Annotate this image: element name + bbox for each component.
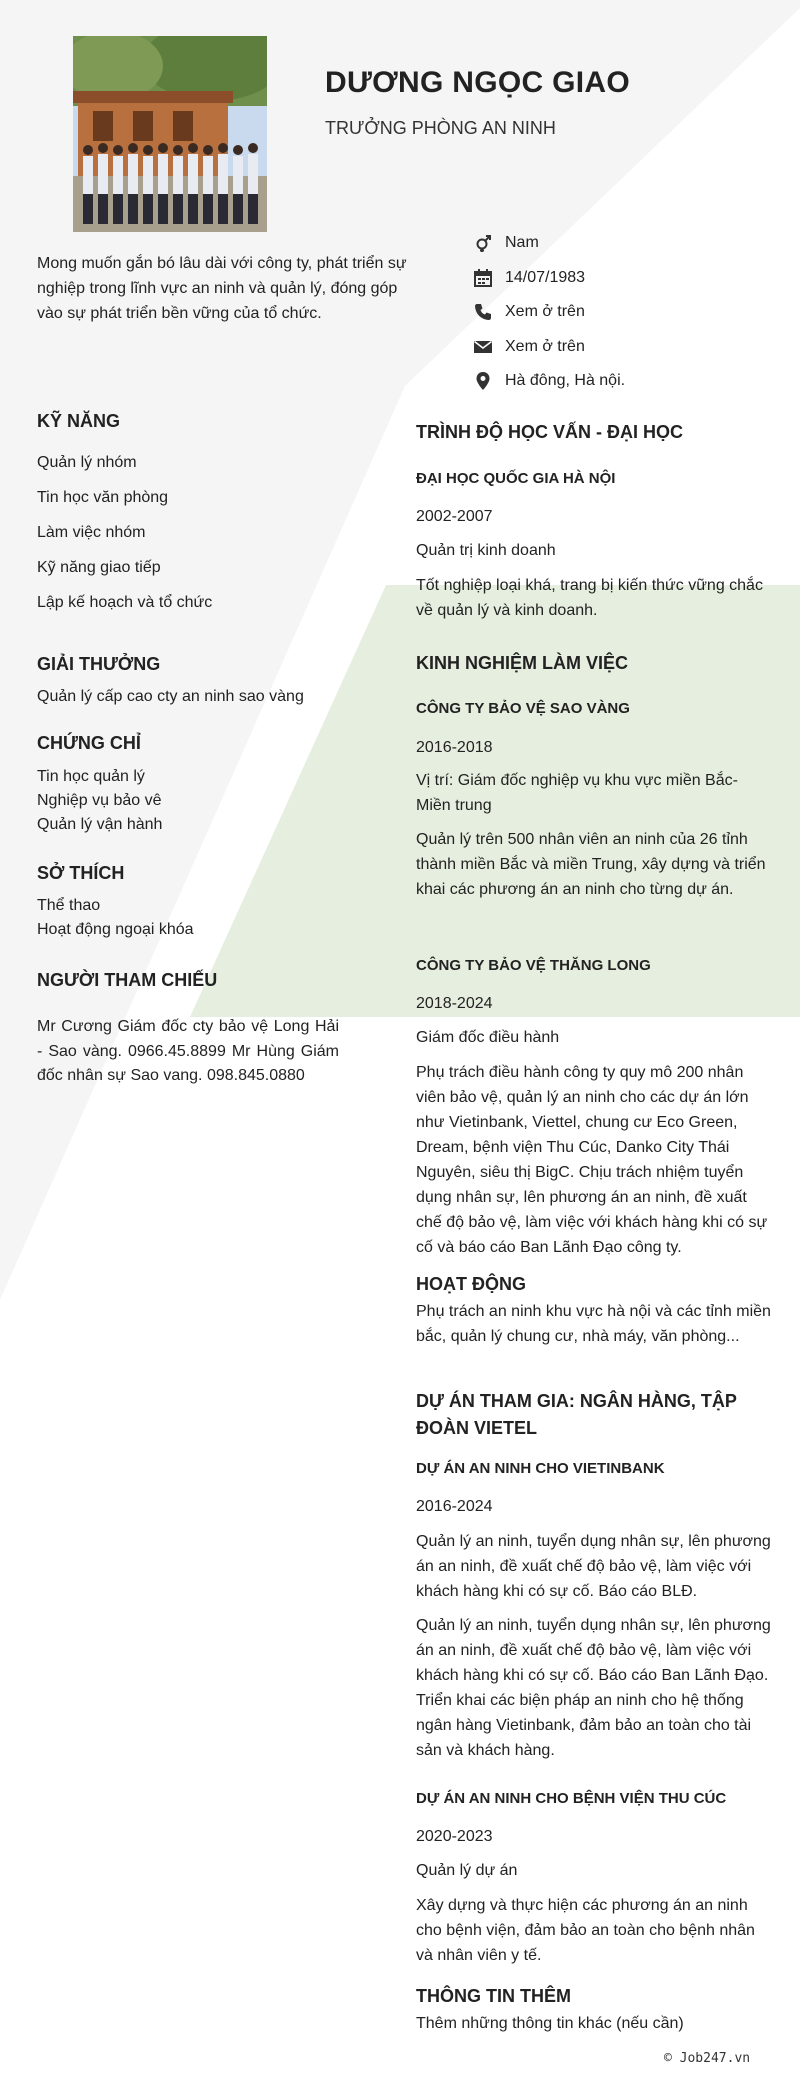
- gender-value: Nam: [505, 234, 539, 251]
- job-role: Vị trí: Giám đốc nghiệp vụ khu vực miền Bắc- Miền trung: [416, 772, 738, 814]
- project-description: Quản lý an ninh, tuyển dụng nhân sự, lên phương án an ninh, đề xuất chế độ bảo vệ, làm việc với khách hàng khi có sự cố. Báo cáo Ban Lãnh Đạo. Triển khai các biện pháp an ninh cho hệ thống ngân hàng Vietinbank, đảm bảo an toàn cho tài sản và khách hàng.: [416, 1617, 771, 1759]
- candidate-name: DƯƠNG NGỌC GIAO: [325, 66, 630, 99]
- contact-address: [472, 368, 772, 394]
- email-icon: [472, 336, 494, 358]
- certificates-list: [37, 765, 162, 837]
- activities-heading: HOẠT ĐỘNG: [416, 1274, 526, 1294]
- skills-list: [37, 445, 212, 620]
- project-period: 2016-2024: [416, 1498, 493, 1515]
- gender-icon: [472, 232, 494, 254]
- contact-birthday: [472, 265, 772, 291]
- certificates-heading: CHỨNG CHỈ: [37, 733, 141, 753]
- project-name: DỰ ÁN AN NINH CHO BỆNH VIỆN THU CÚC: [416, 1790, 727, 1807]
- hobby-item: Hoạt động ngoại khóa: [37, 921, 194, 938]
- birthday-value: 14/07/1983: [505, 268, 586, 286]
- more-info-text: Thêm những thông tin khác (nếu cần): [416, 2015, 684, 2032]
- project-period: 2020-2023: [416, 1828, 493, 1845]
- job-role: Giám đốc điều hành: [416, 1029, 560, 1046]
- skill-item: Làm việc nhóm: [37, 524, 146, 541]
- certificate-item: Quản lý vận hành: [37, 816, 163, 833]
- awards-heading: GIẢI THƯỞNG: [37, 654, 161, 674]
- contact-info: [472, 230, 772, 403]
- references-text: Mr Cương Giám đốc cty bảo vệ Long Hải - Sao vàng. 0966.45.8899 Mr Hùng Giám đốc nhân sự Sao vang. 098.845.0880: [37, 1018, 339, 1084]
- education-major: Quản trị kinh doanh: [416, 542, 556, 559]
- project-summary: Quản lý an ninh, tuyển dụng nhân sự, lên phương án an ninh, đề xuất chế độ bảo vệ, làm việc với khách hàng khi có sự cố. Báo cáo BLĐ.: [416, 1533, 771, 1600]
- contact-phone: [472, 299, 772, 325]
- job-company: CÔNG TY BẢO VỆ THĂNG LONG: [416, 957, 651, 974]
- activities-text: Phụ trách an ninh khu vực hà nội và các tỉnh miền bắc, quản lý chung cư, nhà máy, văn phòng...: [416, 1303, 771, 1345]
- education-period: 2002-2007: [416, 508, 493, 525]
- contact-gender: [472, 230, 772, 256]
- job-description: Quản lý trên 500 nhân viên an ninh của 26 tỉnh thành miền Bắc và miền Trung, xây dựng và triển khai các phương án an ninh cho từng dự án.: [416, 831, 766, 898]
- email-value: Xem ở trên: [505, 337, 585, 355]
- address-value: Hà đông, Hà nội.: [505, 372, 626, 389]
- location-pin-icon: [472, 370, 494, 392]
- candidate-position: TRƯỞNG PHÒNG AN NINH: [325, 118, 556, 138]
- skills-heading: KỸ NĂNG: [37, 411, 121, 431]
- skill-item: Tin học văn phòng: [37, 489, 169, 506]
- more-info-heading: THÔNG TIN THÊM: [416, 1986, 571, 2006]
- skill-item: Quản lý nhóm: [37, 454, 137, 471]
- awards-list: [37, 685, 304, 709]
- calendar-icon: [472, 267, 494, 289]
- project-name: DỰ ÁN AN NINH CHO VIETINBANK: [416, 1460, 665, 1477]
- skill-item: Lập kế hoạch và tổ chức: [37, 594, 213, 611]
- phone-value: Xem ở trên: [505, 303, 585, 320]
- contact-email: [472, 334, 772, 360]
- references-heading: NGƯỜI THAM CHIẾU: [37, 970, 218, 990]
- hobby-item: Thể thao: [37, 897, 101, 914]
- footer-credit: © Job247.vn: [664, 2051, 751, 2066]
- hobbies-heading: SỞ THÍCH: [37, 863, 125, 883]
- phone-icon: [472, 301, 494, 323]
- profile-photo: [73, 36, 267, 232]
- education-heading: TRÌNH ĐỘ HỌC VẤN - ĐẠI HỌC: [416, 422, 683, 442]
- job-period: 2016-2018: [416, 739, 493, 756]
- projects-heading: DỰ ÁN THAM GIA: NGÂN HÀNG, TẬP ĐOÀN VIETEL: [416, 1391, 737, 1438]
- career-objective: Mong muốn gắn bó lâu dài với công ty, phát triển sự nghiệp trong lĩnh vực an ninh và quản lý, đóng góp vào sự phát triển bền vững của tổ chức.: [37, 255, 407, 322]
- job-period: 2018-2024: [416, 995, 493, 1012]
- skill-item: Kỹ năng giao tiếp: [37, 559, 161, 576]
- job-description: Phụ trách điều hành công ty quy mô 200 nhân viên bảo vệ, quản lý an ninh cho các dự án lớn như Vietinbank, Viettel, chung cư Eco Green, Dream, bệnh viện Thu Cúc, Danko City Thái Nguyên, siêu thị BigC. Chịu trách nhiệm tuyển dụng nhân sự, lên phương án an ninh, đề xuất chế độ bảo vệ, làm việc với khách hàng khi có sự cố và báo cáo Ban Lãnh Đạo công ty.: [416, 1064, 768, 1256]
- project-description: Xây dựng và thực hiện các phương án an ninh cho bệnh viện, đảm bảo an toàn cho bệnh nhân và nhân viên y tế.: [416, 1897, 755, 1964]
- education-school: ĐẠI HỌC QUỐC GIA HÀ NỘI: [416, 470, 616, 487]
- education-description: Tốt nghiệp loại khá, trang bị kiến thức vững chắc về quản lý và kinh doanh.: [416, 577, 763, 619]
- award-item: Quản lý cấp cao cty an ninh sao vàng: [37, 688, 304, 705]
- experience-heading: KINH NGHIỆM LÀM VIỆC: [416, 653, 629, 673]
- project-role: Quản lý dự án: [416, 1862, 518, 1879]
- job-company: CÔNG TY BẢO VỆ SAO VÀNG: [416, 700, 630, 717]
- certificate-item: Tin học quản lý: [37, 768, 145, 785]
- certificate-item: Nghiệp vụ bảo vê: [37, 792, 162, 809]
- hobbies-list: [37, 894, 194, 942]
